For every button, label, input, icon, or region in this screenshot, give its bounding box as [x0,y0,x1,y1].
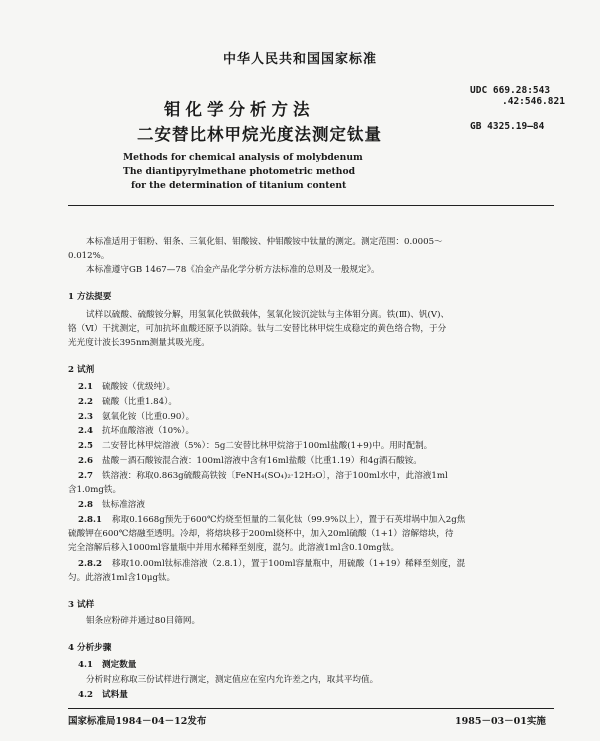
section-3-line-1: 钼条应粉碎并通过80目筛网。 [86,616,201,626]
section-2-heading: 2 试剂 [68,365,95,375]
national-standard-heading: 中华人民共和国国家标准 [222,52,377,67]
gb-code: GB 4325.19—84 [470,121,545,132]
reagent-2-1-text: 硫酸铵（优级纯）。 [102,382,176,392]
reagent-2-4-number: 2.4 [78,426,93,436]
section-1-line-2: 铬（Ⅵ）干扰测定，可加抗坏血酸还原予以消除。钛与二安替比林甲烷生成稳定的黄色络合物，于分 [68,324,447,334]
reagent-2-8-1-number: 2.8.1 [78,515,102,525]
title-cn-line-2: 二安替比林甲烷光度法测定钛量 [137,125,382,144]
reagent-2-8-text: 钛标准溶液 [102,500,145,510]
reagent-2-8-1 [78,514,465,527]
implement-date: 1985－03－01实施 [455,716,546,727]
step-4-1-title: 测定数量 [102,660,137,670]
reagent-2-4-text: 抗坏血酸溶液（10%）。 [102,426,195,436]
udc-line-1: UDC 669.28:543 [470,85,551,96]
title-cn-line-1: 钼化学分析方法 [164,100,315,119]
reagent-2-8-2 [78,558,465,571]
reagent-2-8 [78,499,145,512]
reagent-2-5-number: 2.5 [78,441,93,451]
footer-divider [68,708,554,709]
publish-date: 国家标准局1984－04－12发布 [68,716,207,727]
section-1-line-1: 试样以硫酸、硫酸铵分解，用氢氧化铁做载体，氢氧化铵沉淀钛与主体钼分离。铁(Ⅲ)、钒(Ⅴ)、 [86,310,450,320]
reagent-2-3-text: 氨氧化铵（比重0.90）。 [102,412,195,422]
step-4-2-number: 4.2 [78,690,93,700]
udc-code [470,85,565,107]
reagent-2-4 [78,425,194,438]
reagent-2-8-2-number: 2.8.2 [78,559,102,569]
section-4-heading: 4 分析步骤 [68,643,112,653]
section-3-heading: 3 试样 [68,600,95,610]
reagent-2-7-number: 2.7 [78,471,93,481]
step-4-2-title: 试料量 [102,690,128,700]
title-en-line-3: for the determination of titanium content [131,180,347,191]
step-4-1-text: 分析时应称取三份试样进行测定，测定值应在室内允许差之内，取其平均值。 [86,675,379,685]
step-4-1-number: 4.1 [78,660,93,670]
step-4-1 [78,659,136,672]
reagent-2-3 [78,411,194,424]
step-4-2 [78,689,128,702]
reagent-2-2 [78,396,177,409]
udc-line-2: .42:546.821 [502,96,565,107]
title-en-line-2: The diantipyrylmethane photometric method [123,166,356,177]
reagent-2-5 [78,440,432,453]
reagent-2-8-1-text: 称取0.1668g预先于600℃灼烧至恒量的二氧化钛（99.9%以上），置于石英坩埚中加入2g焦 [112,515,466,525]
reagent-2-8-2-text: 移取10.00ml钛标准溶液（2.8.1），置于100ml容量瓶中，用硫酸（1+19）稀释至刻度，混 [112,559,466,569]
reagent-2-8-number: 2.8 [78,500,93,510]
reagent-2-6-text: 盐酸－酒石酸铵混合液：100ml溶液中含有16ml盐酸（比重1.19）和4g酒石酸铵。 [102,456,422,466]
reagent-2-2-number: 2.2 [78,397,93,407]
reagent-2-6-number: 2.6 [78,456,93,466]
scope-paragraph-line-1: 本标准适用于钼粉、钼条、三氧化钼、钼酸铵、仲钼酸铵中钛量的测定。测定范围：0.0005～ [86,237,443,247]
reagent-2-6 [78,455,422,468]
reagent-2-3-number: 2.3 [78,412,93,422]
section-1-heading: 1 方法提要 [68,292,112,302]
reagent-2-8-1-cont-2: 完全溶解后移入1000ml容量瓶中并用水稀释至刻度，混匀。此溶液1ml含0.10mg钛。 [68,543,400,553]
scope-paragraph-line-2: 0.012%。 [68,251,110,261]
section-1-line-3: 光光度计波长395nm测量其吸光度。 [68,338,210,348]
title-divider [68,205,554,206]
reagent-2-5-text: 二安替比林甲烷溶液（5%）：5g二安替比林甲烷溶于100ml盐酸(1+9)中。用时配制。 [102,441,433,451]
reagent-2-2-text: 硫酸（比重1.84）。 [102,397,177,407]
title-en-line-1: Methods for chemical analysis of molybdenum [123,152,363,163]
reagent-2-7-cont: 含1.0mg铁。 [68,485,122,495]
reagent-2-8-2-cont: 匀。此溶液1ml含10μg钛。 [68,573,176,583]
compliance-paragraph: 本标准遵守GB 1467—78《冶金产品化学分析方法标准的总则及一般规定》。 [86,265,380,275]
reagent-2-8-1-cont-1: 硫酸钾在600℃熔融至透明。冷却，将熔块移于200ml烧杯中，加入20ml硫酸（1+1）溶解熔块，待 [68,529,454,539]
reagent-2-1-number: 2.1 [78,382,93,392]
reagent-2-7-text: 铁溶液：称取0.863g硫酸高铁铵〔FeNH₄(SO₄)₂·12H₂O〕，溶于100ml水中，此溶液1ml [102,471,448,481]
reagent-2-7 [78,470,448,483]
reagent-2-1 [78,381,175,394]
